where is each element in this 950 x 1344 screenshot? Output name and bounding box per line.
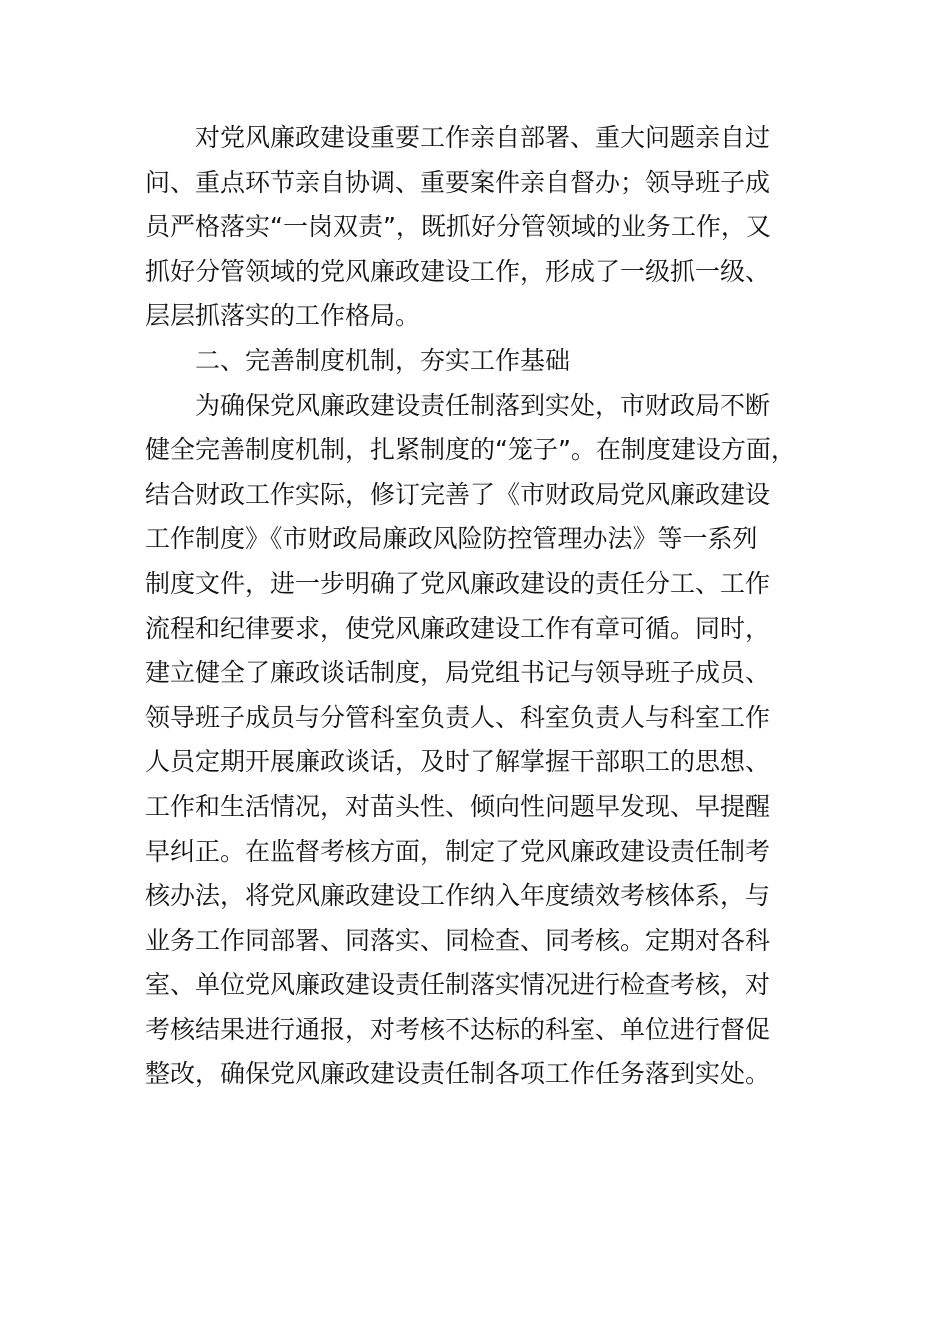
paragraph-2 bbox=[145, 384, 825, 1098]
paragraph-line: 为确保党风廉政建设责任制落到实处，市财政局不断 bbox=[195, 390, 771, 420]
paragraph-line: 员严格落实“一岗双责”，既抓好分管领域的业务工作，又 bbox=[145, 212, 771, 242]
paragraph-line: 核办法，将党风廉政建设工作纳入年度绩效考核体系，与 bbox=[145, 881, 771, 911]
paragraph-line: 领导班子成员与分管科室负责人、科室负责人与科室工作 bbox=[145, 702, 771, 732]
paragraph-line: 整改，确保党风廉政建设责任制各项工作任务落到实处。 bbox=[145, 1059, 771, 1089]
paragraph-line: 工作和生活情况，对苗头性、倾向性问题早发现、早提醒 bbox=[145, 791, 771, 821]
document-body bbox=[145, 116, 825, 1097]
paragraph-1 bbox=[145, 116, 825, 339]
paragraph-line: 考核结果进行通报，对考核不达标的科室、单位进行督促 bbox=[145, 1014, 771, 1044]
paragraph-line: 对党风廉政建设重要工作亲自部署、重大问题亲自过 bbox=[195, 123, 771, 152]
paragraph-line: 抓好分管领域的党风廉政建设工作，形成了一级抓一级、 bbox=[145, 256, 771, 286]
paragraph-line: 业务工作同部署、同落实、同检查、同考核。定期对各科 bbox=[145, 925, 771, 955]
paragraph-line: 早纠正。在监督考核方面，制定了党风廉政建设责任制考 bbox=[145, 836, 771, 866]
paragraph-line: 室、单位党风廉政建设责任制落实情况进行检查考核，对 bbox=[145, 970, 771, 1000]
paragraph-line: 人员定期开展廉政谈话，及时了解掌握干部职工的思想、 bbox=[145, 747, 771, 777]
paragraph-line: 制度文件，进一步明确了党风廉政建设的责任分工、工作 bbox=[145, 568, 771, 598]
section-heading: 二、完善制度机制，夯实工作基础 bbox=[195, 345, 571, 375]
paragraph-line: 健全完善制度机制，扎紧制度的“笼子”。在制度建设方面， bbox=[145, 435, 796, 465]
paragraph-line: 结合财政工作实际，修订完善了《市财政局党风廉政建设 bbox=[145, 479, 771, 509]
paragraph-line: 问、重点环节亲自协调、重要案件亲自督办；领导班子成 bbox=[145, 167, 771, 197]
paragraph-line: 建立健全了廉政谈话制度，局党组书记与领导班子成员、 bbox=[145, 658, 771, 688]
paragraph-line: 工作制度》《市财政局廉政风险防控管理办法》等一系列 bbox=[145, 524, 758, 554]
paragraph-line: 层层抓落实的工作格局。 bbox=[145, 301, 421, 331]
paragraph-line: 流程和纪律要求，使党风廉政建设工作有章可循。同时， bbox=[145, 613, 771, 643]
